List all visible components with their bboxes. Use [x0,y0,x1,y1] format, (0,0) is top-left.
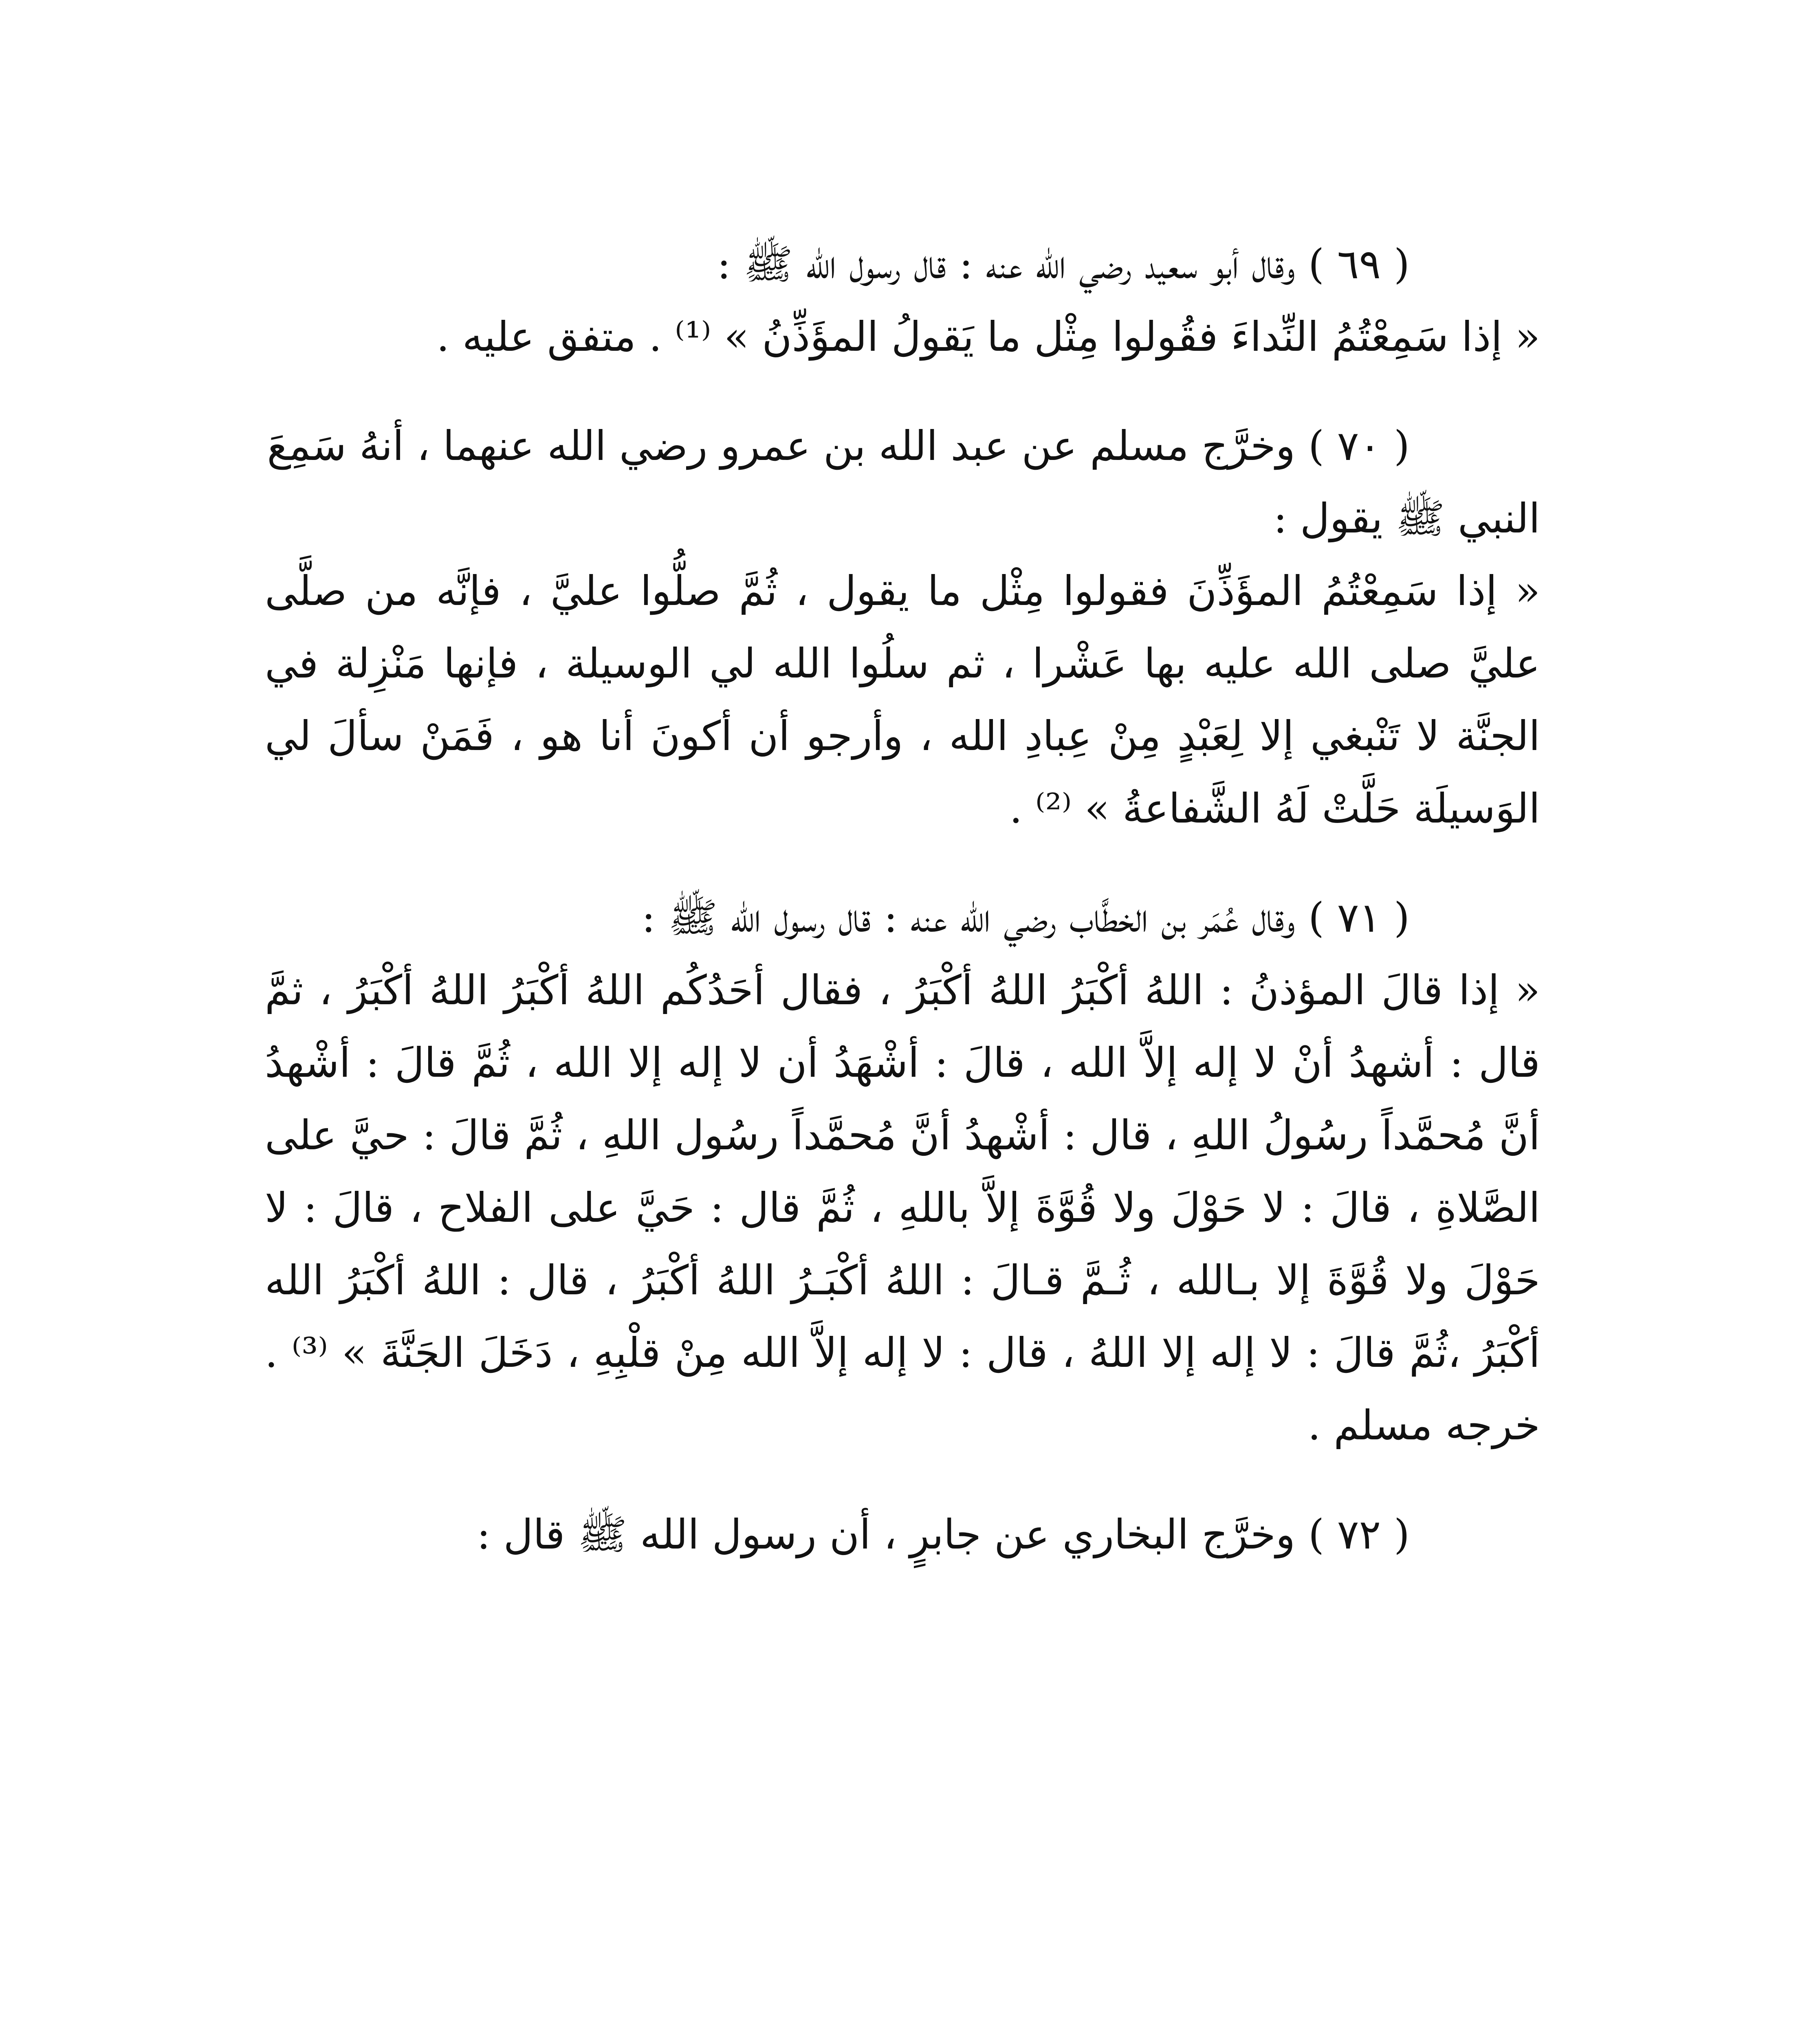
hadith-text: « إذا قالَ المؤذنُ : اللهُ أكْبَرُ اللهُ أكْبَرُ ، فقال أحَدُكُم اللهُ أكْبَرُ اللهُ أكْبَرُ ، ثمَّ قال : أشهدُ أنْ لا إله إلاَّ الله ، قالَ : أشْهَدُ أن لا إله إلا الله ، ثُمَّ قالَ : أشْهدُ أنَّ مُحمَّداً رسُولُ اللهِ ، قال : أشْهدُ أنَّ مُحمَّداً رسُول اللهِ ، ثُمَّ قالَ : حيَّ على الصَّلاةِ ، قالَ : لا حَوْلَ ولا قُوَّةَ إلاَّ باللهِ ، ثُمَّ قال : حَيَّ على الفلاح ، قالَ : لا حَوْلَ ولا قُوَّةَ إلا بـالله ، ثُـمَّ قـالَ : اللهُ أكْبَـرُ اللهُ أكْبَرُ ، قال : اللهُ أكْبَرُ الله أكْبَرُ ،ثُمَّ قالَ : لا إله إلا اللهُ ، قال : لا إله إلاَّ الله مِنْ قلْبِهِ ، دَخَلَ الجَنَّةَ » ⁽³⁾ . خرجه مسلم . [265,966,1541,1449]
hadith-text: « إذا سَمِعْتُمُ المؤَذِّنَ فقولوا مِثْل ما يقول ، ثُمَّ صلُّوا عليَّ ، فإنَّه من صلَّى عليَّ صلى الله عليه بها عَشْرا ، ثم سلُوا الله لي الوسيلة ، فإنها مَنْزِلة في الجنَّة لا تَنْبغي إلا لِعَبْدٍ مِنْ عِبادِ الله ، وأرجو أن أكونَ أنا هو ، فَمَنْ سألَ لي الوَسيلَة حَلَّتْ لَهُ الشَّفاعةُ » ⁽²⁾ . [265,567,1540,832]
hadith-heading: ( ٧٠ ) وخرَّج مسلم عن عبد الله بن عمرو رضي الله عنهما ، أنهُ سَمِعَ [267,422,1410,470]
hadith-71 [265,882,1540,1462]
hadith-text: « إذا سَمِعْتُمُ النِّداءَ فقُولوا مِثْل ما يَقولُ المؤَذِّنُ » ⁽¹⁾ . متفق عليه . [436,313,1540,361]
hadith-69 [265,228,1540,373]
hadith-heading: ( ٧٢ ) وخرَّج البخاري عن جابرٍ ، أن رسول الله ﷺ قال : [477,1511,1410,1558]
hadith-heading: ( ٦٩ ) وقال أبو سعيد رضي الله عنه : قال رسول الله ﷺ : [717,240,1410,288]
page-body [265,228,1540,1608]
hadith-70 [265,410,1540,845]
hadith-72 [265,1498,1540,1571]
hadith-intro: النبي ﷺ يقول : [1273,495,1540,542]
hadith-heading: ( ٧١ ) وقال عُمَر بن الخطَّاب رضي الله عنه : قال رسول الله ﷺ : [641,894,1410,942]
